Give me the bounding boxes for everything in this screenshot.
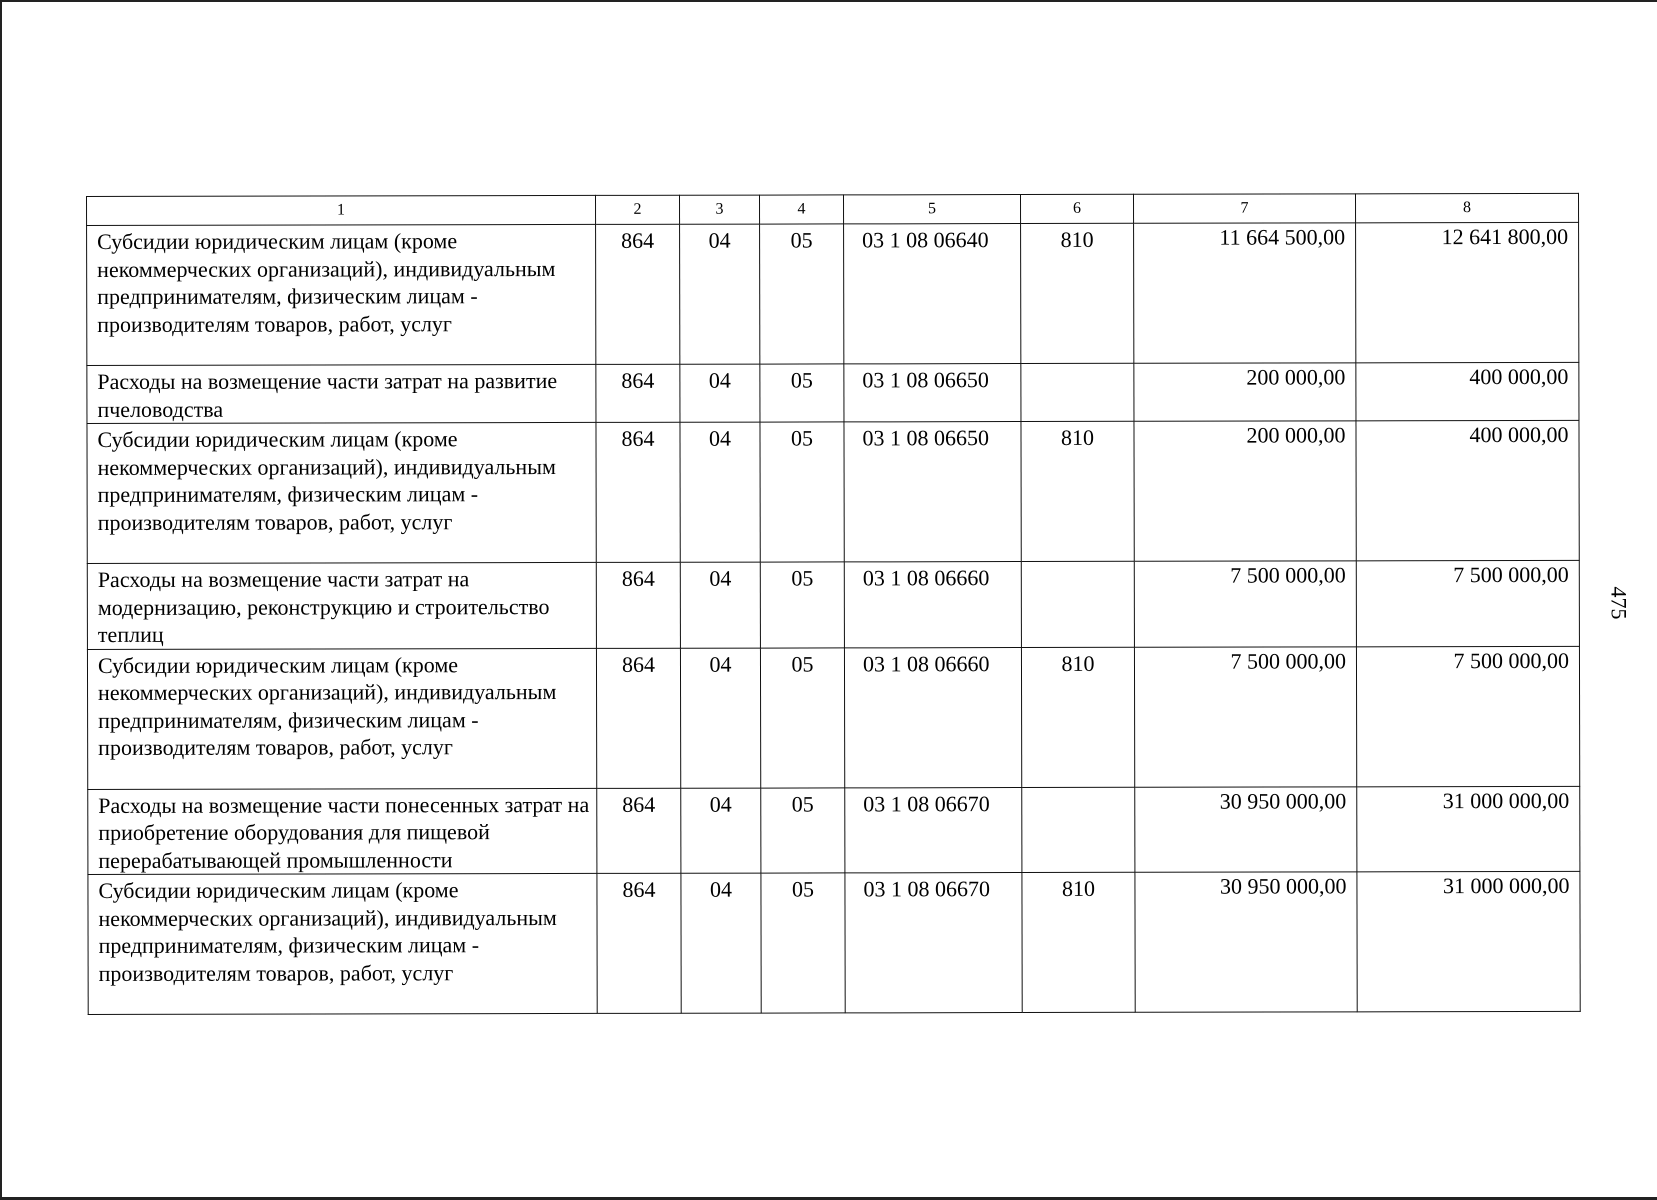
header-cell-5: 5 xyxy=(843,195,1020,224)
header-cell-6: 6 xyxy=(1020,194,1133,223)
page-number: 475 xyxy=(1606,586,1632,620)
table-row xyxy=(87,646,1579,789)
expense-type-code: 810 xyxy=(1021,223,1134,363)
expense-type-code: 810 xyxy=(1021,421,1134,561)
budget-table xyxy=(86,193,1581,1015)
subsection-code: 05 xyxy=(760,422,844,562)
section-code: 04 xyxy=(680,648,760,788)
item-name: Расходы на возмещение части затрат на развитие пчеловодства xyxy=(87,364,596,423)
section-code: 04 xyxy=(680,224,760,364)
target-article-code: 03 1 08 06670 xyxy=(845,787,1022,873)
expense-type-code xyxy=(1022,787,1135,873)
expense-type-code xyxy=(1021,561,1134,647)
header-cell-1: 1 xyxy=(87,195,596,225)
ministry-code: 864 xyxy=(596,224,680,364)
target-article-code: 03 1 08 06640 xyxy=(844,224,1021,364)
item-name: Субсидии юридическим лицам (кроме некоммерческих организаций), индивидуальным предпринимателям, физическим лицам - производителям товаров, работ, услуг xyxy=(87,422,596,563)
expense-type-code: 810 xyxy=(1022,872,1135,1012)
subsection-code: 05 xyxy=(760,224,844,364)
item-name: Субсидии юридическим лицам (кроме некоммерческих организаций), индивидуальным предпринимателям, физическим лицам - производителям товаров, работ, услуг xyxy=(87,224,596,365)
expense-type-code xyxy=(1021,363,1134,421)
expense-type-code: 810 xyxy=(1021,647,1134,787)
amount-col-7: 30 950 000,00 xyxy=(1135,786,1357,872)
header-cell-4: 4 xyxy=(759,195,843,224)
target-article-code: 03 1 08 06660 xyxy=(844,647,1021,787)
header-row xyxy=(87,193,1579,225)
section-code: 04 xyxy=(680,364,760,422)
amount-col-7: 200 000,00 xyxy=(1134,421,1356,561)
ministry-code: 864 xyxy=(596,422,680,562)
table-row xyxy=(87,560,1579,649)
section-code: 04 xyxy=(681,788,761,874)
table-row xyxy=(88,786,1580,875)
item-name: Субсидии юридическим лицам (кроме некоммерческих организаций), индивидуальным предпринимателям, физическим лицам - производителям товаров, работ, услуг xyxy=(88,873,597,1014)
target-article-code: 03 1 08 06650 xyxy=(844,422,1021,562)
subsection-code: 05 xyxy=(760,562,844,648)
item-name: Расходы на возмещение части затрат на модернизацию, реконструкцию и строительство теплиц xyxy=(87,562,596,649)
header-cell-7: 7 xyxy=(1133,194,1355,223)
header-cell-8: 8 xyxy=(1355,193,1578,222)
amount-col-8: 7 500 000,00 xyxy=(1356,646,1579,786)
header-cell-3: 3 xyxy=(679,195,759,224)
ministry-code: 864 xyxy=(597,788,681,874)
ministry-code: 864 xyxy=(597,873,681,1013)
subsection-code: 05 xyxy=(761,787,845,873)
table-row xyxy=(87,362,1579,423)
target-article-code: 03 1 08 06660 xyxy=(844,562,1021,648)
amount-col-7: 11 664 500,00 xyxy=(1134,223,1356,363)
amount-col-8: 400 000,00 xyxy=(1356,362,1579,420)
ministry-code: 864 xyxy=(596,364,680,422)
item-name: Расходы на возмещение части понесенных затрат на приобретение оборудования для пищевой перерабатывающей промышленности xyxy=(88,788,597,875)
table-row xyxy=(87,222,1579,365)
section-code: 04 xyxy=(680,562,760,648)
amount-col-7: 30 950 000,00 xyxy=(1135,872,1357,1012)
amount-col-8: 400 000,00 xyxy=(1356,420,1579,560)
subsection-code: 05 xyxy=(760,364,844,422)
section-code: 04 xyxy=(681,873,761,1013)
target-article-code: 03 1 08 06670 xyxy=(845,873,1022,1013)
amount-col-7: 7 500 000,00 xyxy=(1134,561,1356,647)
amount-col-7: 200 000,00 xyxy=(1134,363,1356,421)
header-cell-2: 2 xyxy=(595,195,679,224)
amount-col-8: 31 000 000,00 xyxy=(1357,871,1580,1011)
amount-col-8: 12 641 800,00 xyxy=(1356,222,1579,362)
table-row xyxy=(88,871,1580,1014)
target-article-code: 03 1 08 06650 xyxy=(844,364,1021,422)
amount-col-8: 7 500 000,00 xyxy=(1356,560,1579,646)
amount-col-7: 7 500 000,00 xyxy=(1134,646,1356,786)
section-code: 04 xyxy=(680,422,760,562)
subsection-code: 05 xyxy=(760,647,844,787)
ministry-code: 864 xyxy=(596,648,680,788)
subsection-code: 05 xyxy=(761,873,845,1013)
amount-col-8: 31 000 000,00 xyxy=(1357,786,1580,872)
ministry-code: 864 xyxy=(596,562,680,648)
table-row xyxy=(87,420,1579,563)
item-name: Субсидии юридическим лицам (кроме некоммерческих организаций), индивидуальным предпринимателям, физическим лицам - производителям товаров, работ, услуг xyxy=(87,648,596,789)
